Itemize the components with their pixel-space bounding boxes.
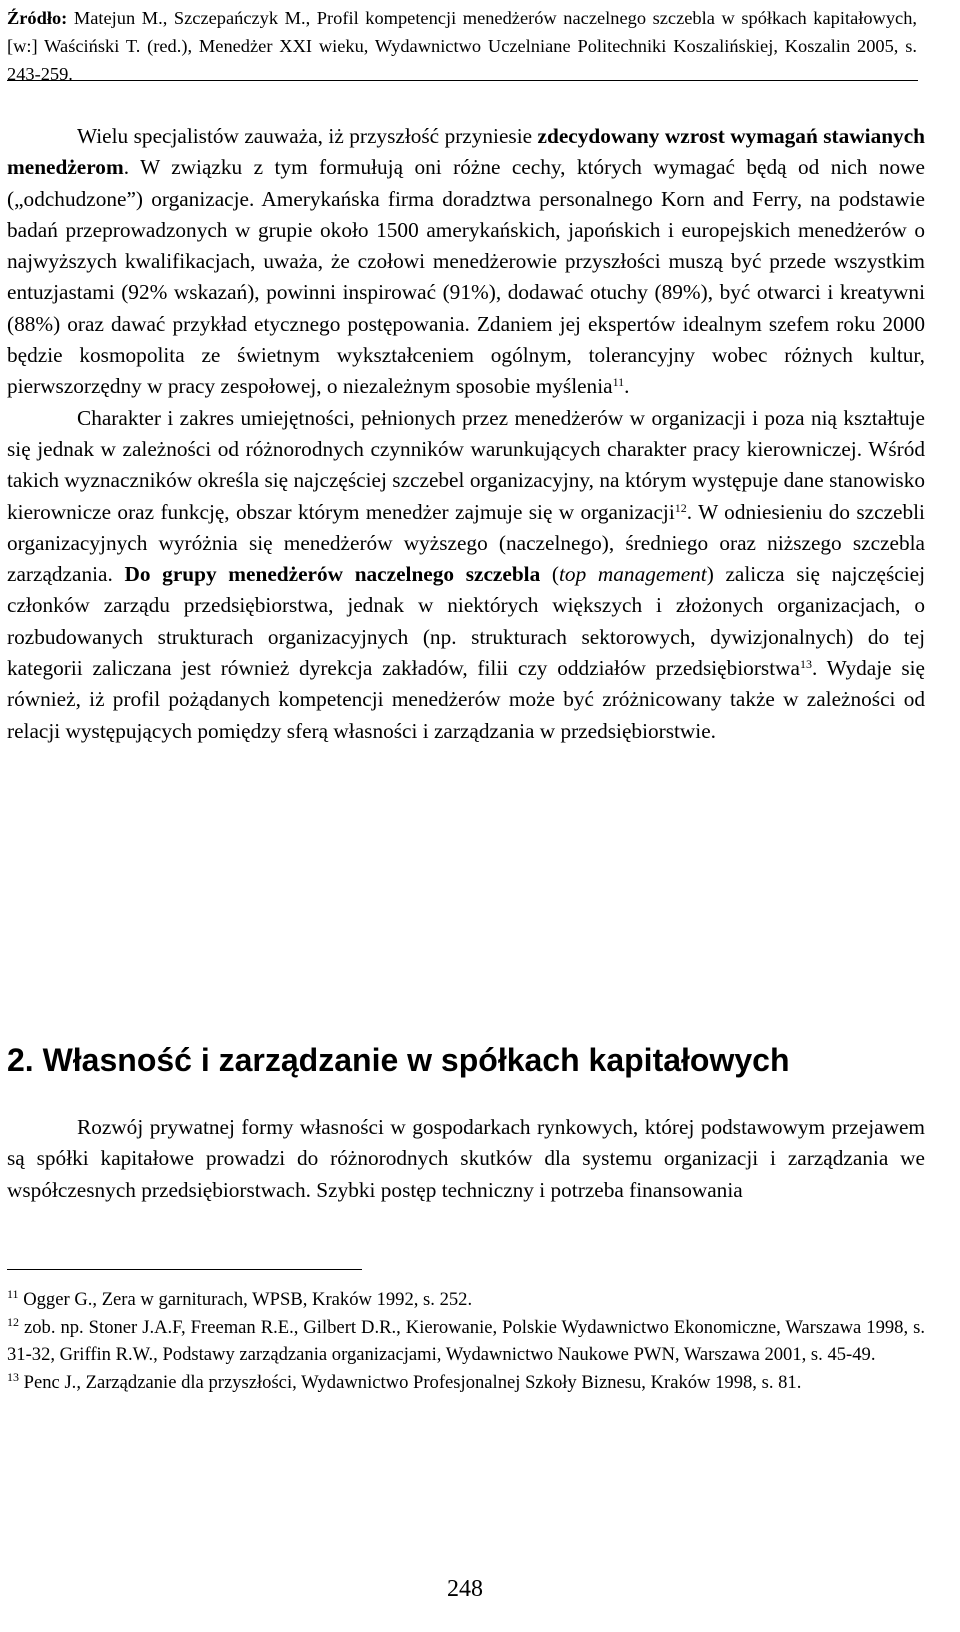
para2-text-c: (: [540, 562, 559, 587]
para2-italic: top management: [559, 562, 707, 587]
paragraph-2: [7, 403, 925, 747]
footnote-divider: [7, 1269, 362, 1270]
para2-bold: Do grupy menedżerów naczelnego szczebla: [124, 562, 541, 587]
footnote-ref-12: 12: [674, 500, 687, 515]
body-text: [7, 121, 925, 747]
footnote-text: Ogger G., Zera w garniturach, WPSB, Kraków 1992, s. 252.: [18, 1289, 473, 1310]
section-heading: 2. Własność i zarządzanie w spółkach kapitałowych: [7, 1042, 790, 1078]
source-label: Źródło:: [7, 8, 68, 28]
footnote-12: [7, 1314, 925, 1369]
para1-bold: zdecydowany wzrost wymagań stawianych menedżerom: [7, 124, 926, 180]
paragraph-1: [7, 121, 925, 403]
footnote-ref-11: 11: [612, 375, 625, 390]
footnotes: [7, 1286, 925, 1396]
para2-text-a: Charakter i zakres umiejętności, pełnionych przez menedżerów w organizacji i poza nią kształtuje się jednak w zależności od różnorodnych czynników warunkujących charakter pracy kierowniczej. Wśród takich wyznaczników określa się najczęściej szczebel organizacyjny, na którym występuje dane stanowisko kierownicze oraz funkcję, obszar którym menedżer zajmuje się w organizacji: [7, 405, 925, 524]
footnote-number: 12: [7, 1314, 19, 1329]
para2-text-d: ) zalicza się najczęściej członków zarządu przedsiębiorstwa, jednak w niektórych większych i złożonych organizacjach, o rozbudowanych strukturach organizacyjnych (np. strukturach sektorowych, dywizjonalnych) do tej kategorii zaliczana jest również dyrekcja zakładów, filii czy oddziałów przedsiębiorstwa: [7, 562, 925, 681]
footnote-text: Penc J., Zarządzanie dla przyszłości, Wydawnictwo Profesjonalnej Szkoły Biznesu, Kraków 1998, s. 81.: [19, 1371, 802, 1393]
source-divider: [7, 80, 918, 81]
para1-text-a: Wielu specjalistów zauważa, iż przyszłość przyniesie: [77, 124, 538, 148]
para2-text-b: . W odniesieniu do szczebli organizacyjnych wyróżnia się menedżerów wyższego (naczelnego), średniego oraz niższego szczebla zarządzania.: [7, 499, 925, 587]
source-text: Matejun M., Szczepańczyk M., Profil kompetencji menedżerów naczelnego szczebla w spółkach kapitałowych, [w:] Waściński T. (red.), Menedżer XXI wieku, Wydawnictwo Uczelniane Politechniki Koszalińskiej, Koszalin 2005, s. 243-259.: [7, 8, 917, 84]
paragraph-3: Rozwój prywatnej formy własności w gospodarkach rynkowych, której podstawowym przejawem są spółki kapitałowe prowadzi do różnorodnych skutków dla systemu organizacji i zarządzania we współczesnych przedsiębiorstwach. Szybki postęp techniczny i potrzeba finansowania: [7, 1115, 925, 1202]
footnote-13: [7, 1369, 925, 1397]
footnote-ref-13: 13: [799, 657, 812, 672]
para1-end: .: [624, 374, 630, 399]
footnote-number: 11: [7, 1287, 19, 1301]
para2-text-e: . Wydaje się również, iż profil pożądanych kompetencji menedżerów może być zróżnicowany także w zależności od relacji występujących pomiędzy sferą własności i zarządzania w przedsiębiorstwie.: [7, 656, 926, 743]
page-number: 248: [447, 1576, 483, 1602]
para1-text-b: . W związku z tym formułują oni różne cechy, których wymagać będą od nich nowe („odchudzone”) organizacje. Amerykańska firma doradztwa personalnego Korn and Ferry, na podstawie badań przeprowadzonych w grupie około 1500 amerykańskich, japońskich i europejskich menedżerów o najwyższych kwalifikacjach, uważa, że czołowi menedżerowie przyszłości muszą być przede wszystkim entuzjastami (92% wskazań), powinni inspirować (91%), dodawać otuchy (89%), być otwarci i kreatywni (88%) oraz dawać przykład etycznego postępowania. Zdaniem jej ekspertów idealnym szefem roku 2000 będzie kosmopolita ze świetnym wykształceniem ogólnym, tolerancyjny wobec różnych kultur, pierwszorzędny w pracy zespołowej, o niezależnym sposobie myślenia: [7, 155, 925, 399]
footnote-11: [7, 1286, 925, 1314]
footnote-number: 13: [7, 1369, 19, 1384]
source-citation: [7, 4, 917, 88]
footnote-text: zob. np. Stoner J.A.F, Freeman R.E., Gilbert D.R., Kierowanie, Polskie Wydawnictwo Ekonomiczne, Warszawa 1998, s. 31-32, Griffin R.W., Podstawy zarządzania organizacjami, Wydawnictwo Naukowe PWN, Warszawa 2001, s. 45-49.: [7, 1316, 925, 1366]
